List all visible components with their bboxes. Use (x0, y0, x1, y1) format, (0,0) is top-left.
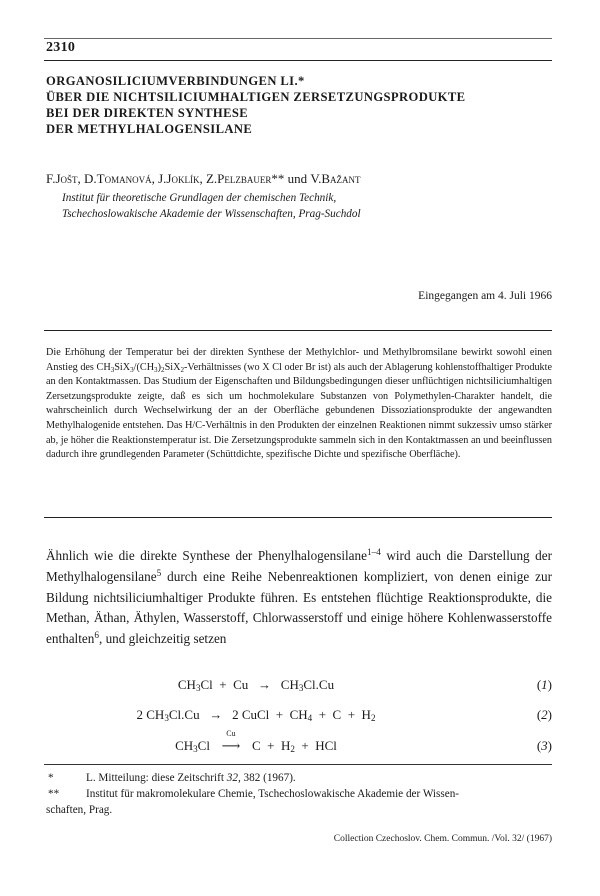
footnote-1-text-b: 382 (1967). (240, 772, 296, 784)
equation-2 (46, 707, 552, 727)
body-text-4: , und gleichzeitig setzen (98, 631, 227, 647)
page-number: 2310 (46, 40, 76, 55)
reference-6: 6 (94, 630, 99, 641)
footnote-1-volume: 32, (226, 772, 241, 784)
footnote-2 (46, 786, 552, 818)
abstract-formula-ratio: $CH_3SiX_3/(CH_3)_2SiX_2$ (96, 361, 184, 374)
equation-2-number: (2) (536, 707, 552, 722)
equation-1-number: (1) (536, 677, 552, 692)
footnote-1-text-a: L. Mitteilung: diese Zeitschrift (86, 772, 227, 784)
reference-5: 5 (156, 567, 162, 578)
body-text-1: Ähnlich wie die direkte Synthese der Phenylhalogensilane (46, 548, 367, 563)
body-paragraph (46, 546, 552, 650)
author-2: D.Tomanová (84, 171, 152, 186)
author-separator: , (151, 171, 159, 186)
author-separator: , (199, 171, 206, 186)
equation-3-number: (3) (536, 738, 552, 753)
author-1: F.Jošt (46, 171, 78, 186)
title-line-2: ÜBER DIE NICHTSILICIUMHALTIGEN ZERSETZUNGSPRODUKTE (46, 90, 466, 104)
footnotes (46, 770, 552, 818)
received-date: Eingegangen am 4. Juli 1966 (418, 290, 552, 302)
reference-1-4: 1–4 (366, 547, 381, 557)
footnote-rule (44, 764, 552, 765)
footnote-2-text-b: schaften, Prag. (46, 804, 113, 816)
footnote-2-text-a: Institut für makromolekulare Chemie, Tschechoslowakische Akademie der Wissen- (86, 788, 460, 800)
body-text-3: durch eine Reihe Nebenreaktionen kompliziert, von denen einige zur Bildung nichtsiliciumhaltiger Produkte führen. Es entstehen flüchtige Reaktionsprodukte, die Methan, Äthan, Äthylen, Wasserstoff, Chlorwasserstoff und einige höhere Kohlenwasserstoffe enthalten (46, 568, 552, 647)
footnote-1-mark: * (48, 772, 54, 784)
abstract-text-1: Die Erhöhung der Temperatur bei der direkten Synthese der Methylchlor- und Methylbromsilane bewirkt sowohl einen Anstieg des (46, 347, 552, 373)
equation-1 (46, 677, 552, 697)
affiliation (62, 190, 552, 222)
article-title (46, 73, 546, 137)
author-list (46, 171, 546, 187)
author-3: J.Joklík (158, 171, 200, 186)
author-conjunction: und (287, 171, 308, 186)
equation-3-formula: $CH_3Cl$ Cu ⟶ $C + H_2$ + HCl (175, 729, 337, 754)
equation-1-formula: $CH_3Cl + Cu \to CH_3Cl.Cu$ (177, 677, 335, 693)
header-rule (44, 60, 552, 61)
footnote-2-mark: ** (48, 788, 60, 800)
author-separator: , (77, 171, 85, 186)
title-line-3: BEI DER DIREKTEN SYNTHESE (46, 106, 249, 120)
abstract (46, 346, 552, 463)
equation-3 (46, 729, 552, 758)
catalyst-label: Cu (226, 729, 236, 738)
title-line-1: ORGANOSILICIUMVERBINDUNGEN LI.* (46, 74, 305, 88)
top-edge-rule (44, 38, 552, 39)
affiliation-line-2: Tschechoslowakische Akademie der Wissenschaften, Prag-Suchdol (62, 208, 361, 220)
body-text-2: wird auch die Darstellung der Methylhalogensilane (46, 548, 552, 584)
equation-2-formula: 2 $CH_3Cl.Cu \to 2$ CuCl + $CH_4 + C + H_2$ (136, 707, 376, 723)
journal-citation: Collection Czechoslov. Chem. Commun. /Vol. 32/ (1967) (333, 834, 552, 844)
title-line-4: DER METHYLHALOGENSILANE (46, 122, 253, 136)
footnote-1 (46, 770, 552, 786)
abstract-bottom-rule (44, 517, 552, 518)
catalyst-arrow: Cu ⟶ (216, 738, 246, 754)
abstract-top-rule (44, 330, 552, 331)
author-5: V.Bažant (310, 171, 361, 186)
abstract-text-2: -Verhältnisses (wo X Cl oder Br ist) als auch der Ablagerung kohlenstoffhaltiger Produkte an den Kontaktmassen. Das Studium der Eigenschaften und Bildungsbedingungen dieser unflüchtigen nichtsiliciumhaltigen Zersetzungsprodukte zeigte, daß es sich um hochmolekulare Substanzen von Polymethylen-Charakter handelt, die wahrscheinlich durch Wechselwirkung der an der Oberfläche gebundenen Dissoziationsprodukte der angewandten Methylhalogenide entstehen. Das H/C-Verhältnis in den Produkten der einzelnen Reaktionen nimmt sukzessiv umso stärker ab, je höher die Reaktionstemperatur ist. Die Zersetzungsprodukte sammeln sich in den Kontaktmassen an und beeinflussen dadurch ihre grundlegenden Parameter (Schüttdichte, spezifische Dichte und spezifische Oberfläche). (46, 361, 552, 461)
affiliation-line-1: Institut für theoretische Grundlagen der chemischen Technik, (62, 192, 337, 204)
author-4: Z.Pelzbauer** (205, 171, 285, 186)
